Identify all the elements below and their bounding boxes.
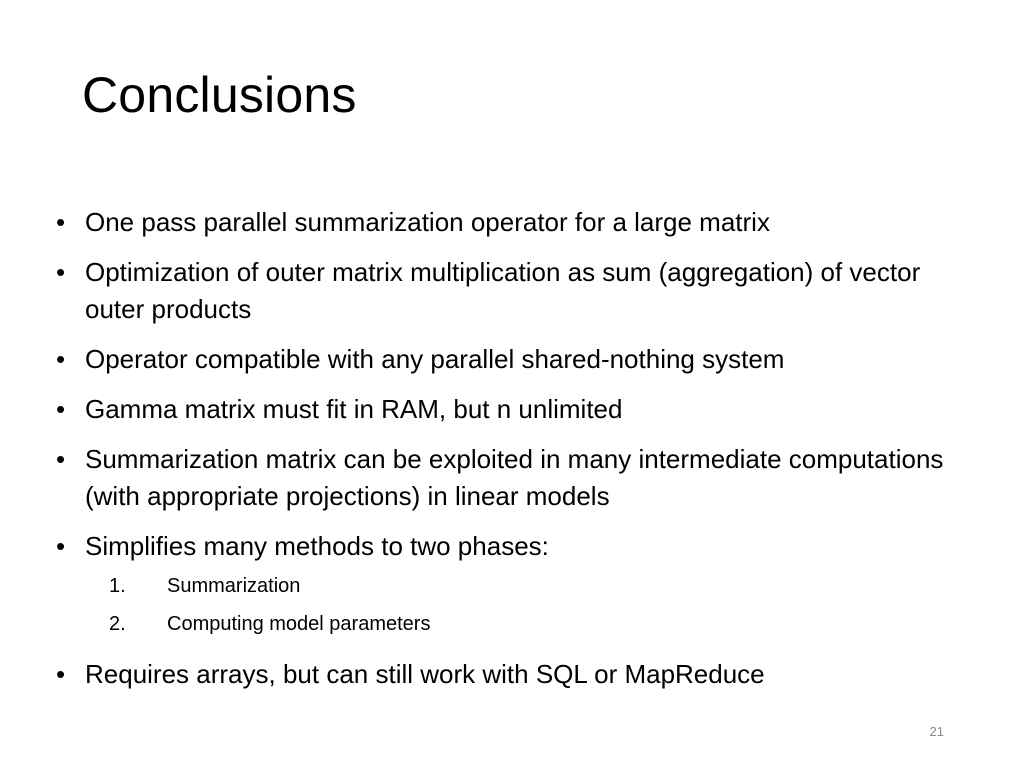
item-number: 2. — [109, 613, 126, 635]
bullet-marker: • — [56, 394, 66, 424]
bullet-text: Requires arrays, but can still work with SQL or MapReduce — [85, 659, 765, 689]
bullet-item — [56, 204, 986, 241]
slide-title: Conclusions — [82, 67, 357, 123]
item-number: 1. — [109, 575, 126, 597]
numbered-item — [85, 605, 986, 643]
bullet-item — [56, 391, 986, 428]
numbered-sublist — [85, 567, 986, 643]
bullet-marker: • — [56, 531, 66, 561]
numbered-item — [85, 567, 986, 605]
bullet-item — [56, 341, 986, 378]
bullet-marker: • — [56, 659, 66, 689]
bullet-text: One pass parallel summarization operator for a large matrix — [85, 207, 770, 237]
item-text: Computing model parameters — [167, 613, 431, 635]
bullet-marker: • — [56, 444, 66, 474]
bullet-item — [56, 656, 986, 693]
bullet-marker: • — [56, 257, 66, 287]
bullet-text: Optimization of outer matrix multiplication as sum (aggregation) of vector outer products — [85, 257, 921, 324]
bullet-marker: • — [56, 344, 66, 374]
bullet-text: Operator compatible with any parallel shared-nothing system — [85, 344, 785, 374]
item-text: Summarization — [167, 575, 301, 597]
bullet-item — [56, 254, 986, 328]
page-number: 21 — [929, 724, 944, 739]
bullet-marker: • — [56, 207, 66, 237]
bullet-text: Simplifies many methods to two phases: — [85, 531, 549, 561]
bullet-item — [56, 441, 986, 515]
bullet-text: Gamma matrix must fit in RAM, but n unlimited — [85, 394, 623, 424]
bullet-text: Summarization matrix can be exploited in many intermediate computations (with appropriate projections) in linear models — [85, 444, 944, 511]
bullet-item — [56, 528, 986, 643]
bullet-list — [56, 204, 986, 706]
